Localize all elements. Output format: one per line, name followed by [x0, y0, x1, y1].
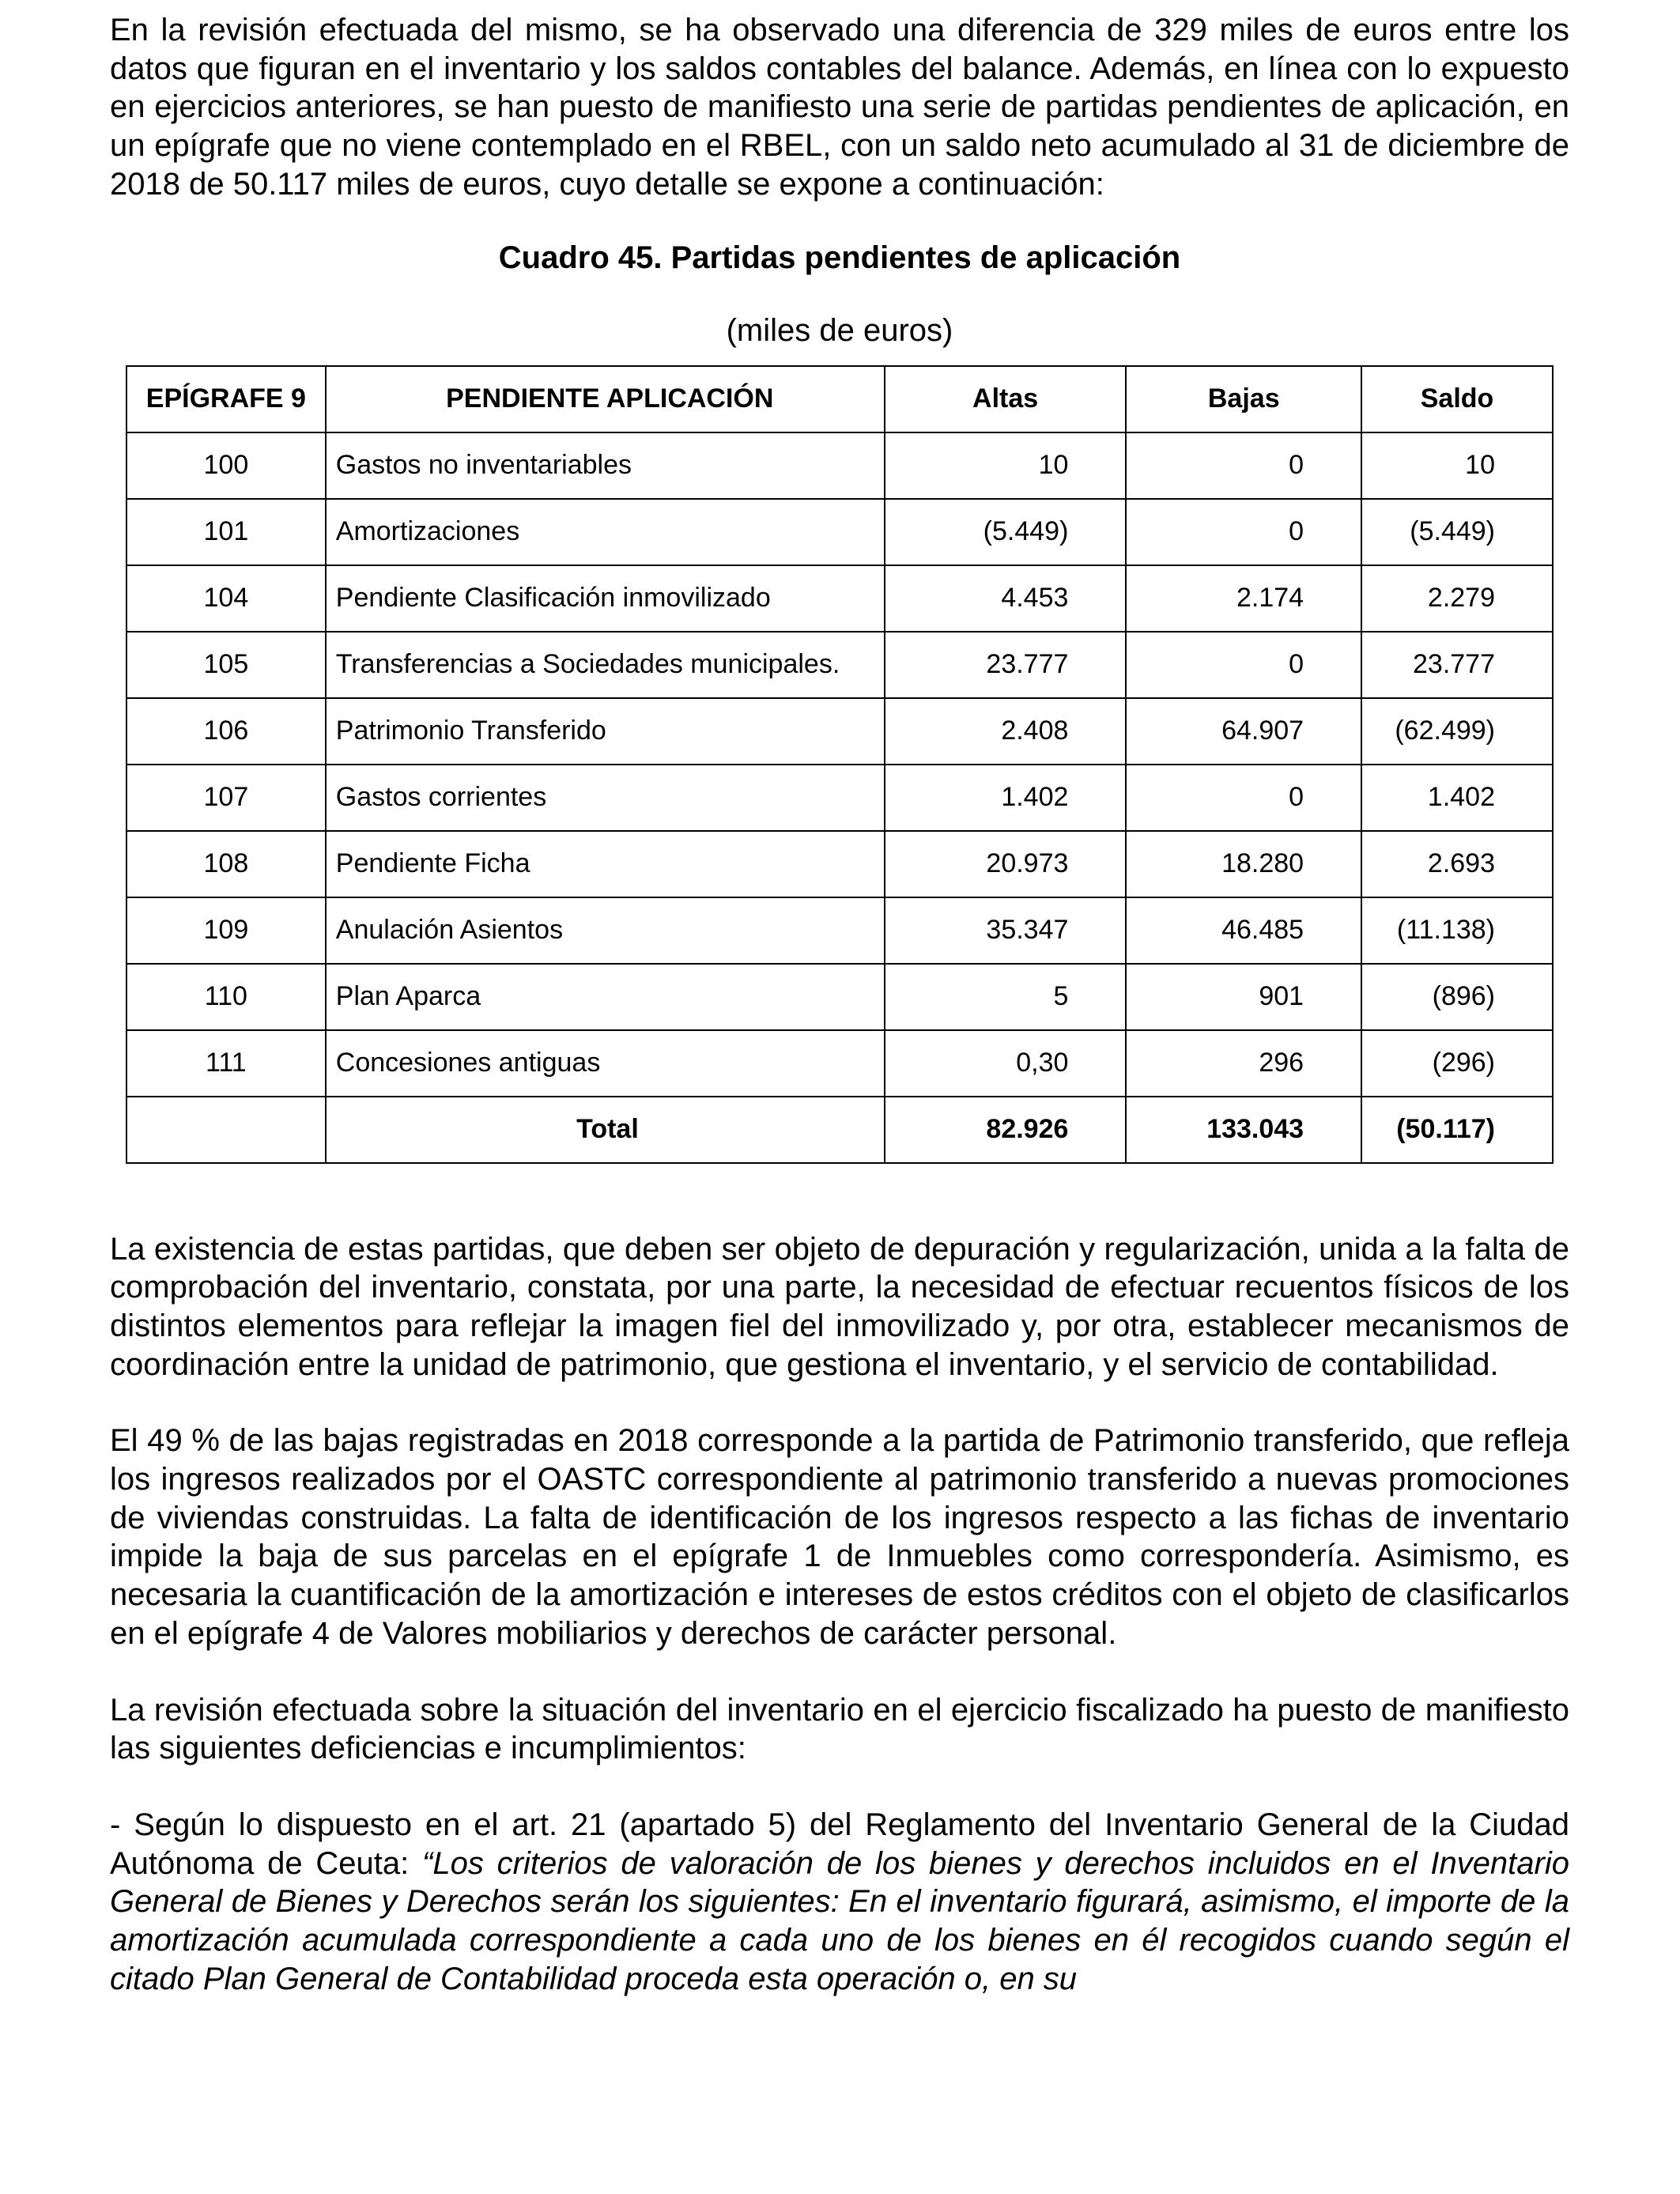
cell-desc: Pendiente Clasificación inmovilizado — [326, 565, 885, 632]
cell-code: 110 — [126, 964, 326, 1030]
cell-desc: Gastos corrientes — [326, 765, 885, 831]
cell-bajas: 0 — [1126, 632, 1361, 698]
cell-desc: Gastos no inventariables — [326, 432, 885, 499]
table-row — [126, 698, 1553, 765]
cell-altas: (5.449) — [885, 499, 1127, 565]
cell-bajas: 0 — [1126, 499, 1361, 565]
cell-altas: 1.402 — [885, 765, 1127, 831]
cell-saldo: (896) — [1361, 964, 1553, 1030]
cell-bajas: 296 — [1126, 1030, 1361, 1097]
total-code — [126, 1097, 326, 1163]
cell-altas: 0,30 — [885, 1030, 1127, 1097]
cell-bajas: 18.280 — [1126, 831, 1361, 897]
table-row — [126, 765, 1553, 831]
cell-desc: Anulación Asientos — [326, 897, 885, 964]
cell-bajas: 64.907 — [1126, 698, 1361, 765]
table-row — [126, 432, 1553, 499]
table-row — [126, 632, 1553, 698]
header-altas: Altas — [885, 366, 1127, 432]
table-row — [126, 897, 1553, 964]
paragraph-2: La existencia de estas partidas, que deben ser objeto de depuración y regularización, unida a la falta de comprobación del inventario, constata, por una parte, la necesidad de efectuar recuentos físicos de los distintos elementos para reflejar la imagen fiel del inmovilizado y, por otra, establecer mecanismos de coordinación entre la unidad de patrimonio, que gestiona el inventario, y el servicio de contabilidad. — [110, 1231, 1569, 1382]
header-code: EPÍGRAFE 9 — [126, 366, 326, 432]
table-header-row — [126, 366, 1553, 432]
cell-code: 104 — [126, 565, 326, 632]
cell-code: 101 — [126, 499, 326, 565]
document-page — [110, 11, 1569, 1998]
cell-desc: Concesiones antiguas — [326, 1030, 885, 1097]
cell-saldo: (5.449) — [1361, 499, 1553, 565]
table-row — [126, 1030, 1553, 1097]
cell-bajas: 0 — [1126, 432, 1361, 499]
cell-bajas: 901 — [1126, 964, 1361, 1030]
cell-saldo: (296) — [1361, 1030, 1553, 1097]
cell-desc: Transferencias a Sociedades municipales. — [326, 632, 885, 698]
cell-desc: Plan Aparca — [326, 964, 885, 1030]
cell-desc: Pendiente Ficha — [326, 831, 885, 897]
cell-bajas: 2.174 — [1126, 565, 1361, 632]
paragraph-4: La revisión efectuada sobre la situación del inventario en el ejercicio fiscalizado ha puesto de manifiesto las siguientes deficiencias e incumplimientos: — [110, 1692, 1569, 1766]
cell-altas: 35.347 — [885, 897, 1127, 964]
cell-code: 106 — [126, 698, 326, 765]
cell-code: 105 — [126, 632, 326, 698]
paragraph-5-quote: “Los criterios de valoración de los bienes y derechos incluidos en el Inventario General de Bienes y Derechos serán los siguientes: En el inventario figurará, asimismo, el importe de la amortización acumulada correspondiente a cada uno de los bienes en él recogidos cuando según el citado Plan General de Contabilidad proceda esta operación o, en su — [110, 1845, 1569, 1996]
cell-code: 111 — [126, 1030, 326, 1097]
cell-code: 100 — [126, 432, 326, 499]
cell-desc: Amortizaciones — [326, 499, 885, 565]
cell-altas: 4.453 — [885, 565, 1127, 632]
header-bajas: Bajas — [1126, 366, 1361, 432]
cell-altas: 23.777 — [885, 632, 1127, 698]
cell-desc: Patrimonio Transferido — [326, 698, 885, 765]
cell-altas: 20.973 — [885, 831, 1127, 897]
total-saldo: (50.117) — [1361, 1097, 1553, 1163]
table-title: Cuadro 45. Partidas pendientes de aplicación — [498, 240, 1181, 275]
cell-saldo: 10 — [1361, 432, 1553, 499]
table-row — [126, 565, 1553, 632]
table-row — [126, 499, 1553, 565]
pending-items-table — [126, 365, 1554, 1164]
cell-saldo: 23.777 — [1361, 632, 1553, 698]
cell-saldo: 2.693 — [1361, 831, 1553, 897]
table-units: (miles de euros) — [726, 312, 953, 348]
cell-saldo: 2.279 — [1361, 565, 1553, 632]
cell-saldo: (11.138) — [1361, 897, 1553, 964]
total-altas: 82.926 — [885, 1097, 1127, 1163]
table-row — [126, 964, 1553, 1030]
paragraph-5-lead: - Según lo dispuesto en el art. 21 (apartado 5) del Reglamento del Inventario General de la Ciudad Autónoma de Ceuta: — [110, 1807, 1569, 1881]
table-total-row — [126, 1097, 1553, 1163]
cell-altas: 10 — [885, 432, 1127, 499]
paragraph-5 — [110, 1806, 1569, 1999]
table-row — [126, 831, 1553, 897]
paragraph-3: El 49 % de las bajas registradas en 2018 corresponde a la partida de Patrimonio transferido, que refleja los ingresos realizados por el OASTC correspondiente al patrimonio transferido a nuevas promociones de viviendas construidas. La falta de identificación de los ingresos respecto a las fichas de inventario impide la baja de sus parcelas en el epígrafe 1 de Inmuebles como correspondería. Asimismo, es necesaria la cuantificación de la amortización e intereses de estos créditos con el objeto de clasificarlos en el epígrafe 4 de Valores mobiliarios y derechos de carácter personal. — [110, 1423, 1569, 1651]
total-label: Total — [326, 1097, 885, 1163]
intro-paragraph: En la revisión efectuada del mismo, se ha observado una diferencia de 329 miles de euros entre los datos que figuran en el inventario y los saldos contables del balance. Además, en línea con lo expuesto en ejercicios anteriores, se han puesto de manifiesto una serie de partidas pendientes de aplicación, en un epígrafe que no viene contemplado en el RBEL, con un saldo neto acumulado al 31 de diciembre de 2018 de 50.117 miles de euros, cuyo detalle se expone a continuación: — [110, 13, 1569, 202]
cell-bajas: 46.485 — [1126, 897, 1361, 964]
cell-code: 108 — [126, 831, 326, 897]
cell-altas: 5 — [885, 964, 1127, 1030]
total-bajas: 133.043 — [1126, 1097, 1361, 1163]
cell-code: 109 — [126, 897, 326, 964]
header-desc: PENDIENTE APLICACIÓN — [326, 366, 885, 432]
cell-saldo: 1.402 — [1361, 765, 1553, 831]
cell-altas: 2.408 — [885, 698, 1127, 765]
cell-saldo: (62.499) — [1361, 698, 1553, 765]
cell-code: 107 — [126, 765, 326, 831]
cell-bajas: 0 — [1126, 765, 1361, 831]
header-saldo: Saldo — [1361, 366, 1553, 432]
